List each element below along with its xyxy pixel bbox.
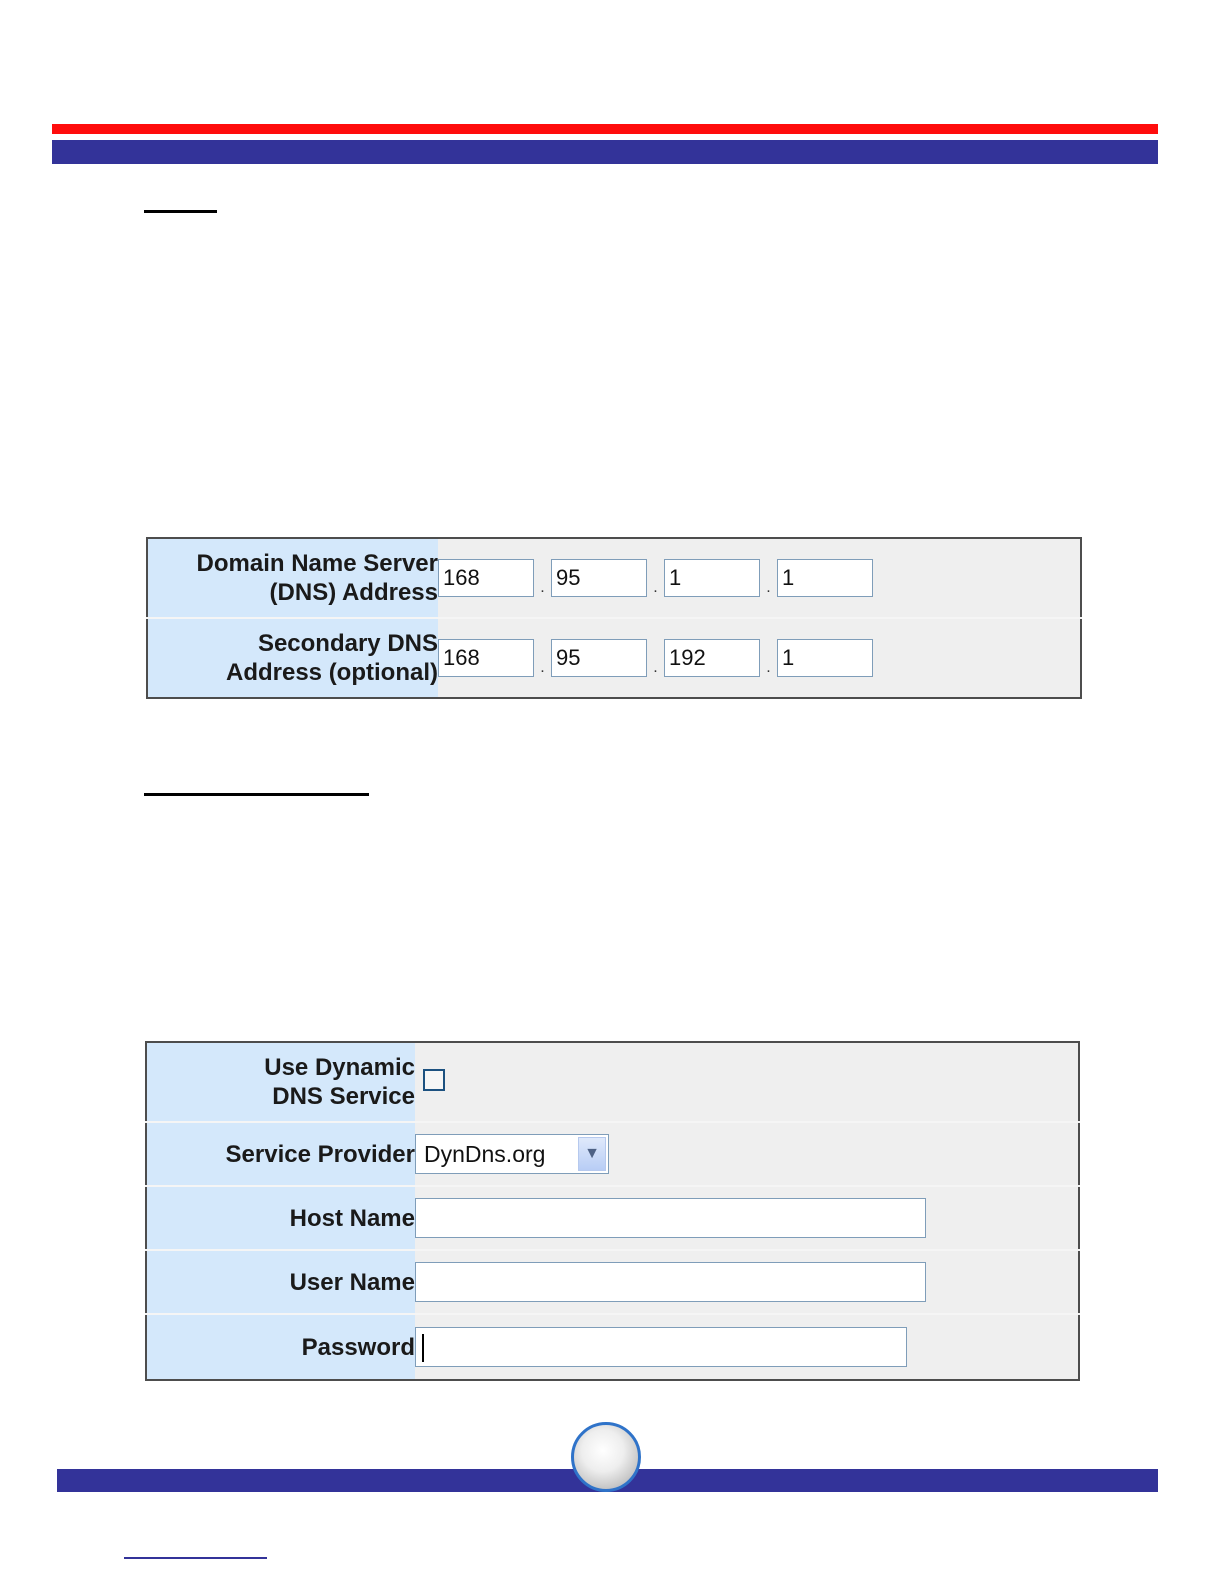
- service-provider-value: DynDns.org: [424, 1141, 546, 1167]
- service-provider-select[interactable]: [415, 1134, 609, 1174]
- primary-dns-label: [147, 538, 438, 618]
- primary-dns-fields: [438, 538, 1081, 618]
- use-ddns-row: [146, 1042, 1079, 1122]
- ip-separator: .: [653, 659, 658, 676]
- use-ddns-label-line-1: Use Dynamic: [264, 1054, 415, 1081]
- ip-separator: .: [766, 579, 771, 596]
- secondary-dns-octet-4[interactable]: 1: [777, 639, 873, 677]
- host-name-cell: [415, 1186, 1079, 1250]
- user-name-input[interactable]: [415, 1262, 926, 1302]
- use-ddns-cell: [415, 1042, 1079, 1122]
- header-blue-bar: [52, 140, 1158, 164]
- header-red-bar: [52, 124, 1158, 134]
- host-name-input[interactable]: [415, 1198, 926, 1238]
- secondary-dns-label-line-2: Address (optional): [225, 659, 438, 686]
- user-name-row: [146, 1250, 1079, 1314]
- use-ddns-label: [146, 1042, 415, 1122]
- secondary-dns-octet-3[interactable]: 192: [664, 639, 760, 677]
- ddns-settings-table: [145, 1041, 1080, 1381]
- secondary-dns-octet-2[interactable]: 95: [551, 639, 647, 677]
- dns-settings-table: [146, 537, 1082, 699]
- password-input[interactable]: [415, 1327, 907, 1367]
- chevron-down-icon[interactable]: ▼: [578, 1137, 606, 1171]
- ip-separator: .: [653, 579, 658, 596]
- primary-dns-label-line-1: Domain Name Server: [196, 550, 438, 577]
- primary-dns-octet-4[interactable]: 1: [777, 559, 873, 597]
- password-cell: [415, 1314, 1079, 1380]
- ip-separator: .: [540, 579, 545, 596]
- password-row: [146, 1314, 1079, 1380]
- primary-dns-octet-1[interactable]: 168: [438, 559, 534, 597]
- service-provider-row: [146, 1122, 1079, 1186]
- user-name-cell: [415, 1250, 1079, 1314]
- text-caret: [422, 1334, 424, 1362]
- page-badge-icon: [571, 1422, 641, 1492]
- primary-dns-octet-2[interactable]: 95: [551, 559, 647, 597]
- secondary-dns-row: [147, 618, 1081, 698]
- primary-dns-row: [147, 538, 1081, 618]
- user-name-label: User Name: [146, 1250, 415, 1314]
- secondary-dns-octet-1[interactable]: 168: [438, 639, 534, 677]
- secondary-dns-label-line-1: Secondary DNS: [257, 630, 438, 657]
- service-provider-label: Service Provider: [146, 1122, 415, 1186]
- ip-separator: .: [540, 659, 545, 676]
- footer-underline: [124, 1557, 267, 1559]
- use-ddns-label-line-2: DNS Service: [272, 1083, 415, 1110]
- section-title-underline-ddns: [144, 793, 369, 796]
- secondary-dns-label: [147, 618, 438, 698]
- primary-dns-label-line-2: (DNS) Address: [269, 579, 438, 606]
- secondary-dns-fields: [438, 618, 1081, 698]
- section-title-underline-dns: [144, 210, 217, 213]
- use-ddns-checkbox[interactable]: [423, 1069, 445, 1091]
- host-name-row: [146, 1186, 1079, 1250]
- ip-separator: .: [766, 659, 771, 676]
- password-label: Password: [146, 1314, 415, 1380]
- host-name-label: Host Name: [146, 1186, 415, 1250]
- service-provider-cell: [415, 1122, 1079, 1186]
- primary-dns-octet-3[interactable]: 1: [664, 559, 760, 597]
